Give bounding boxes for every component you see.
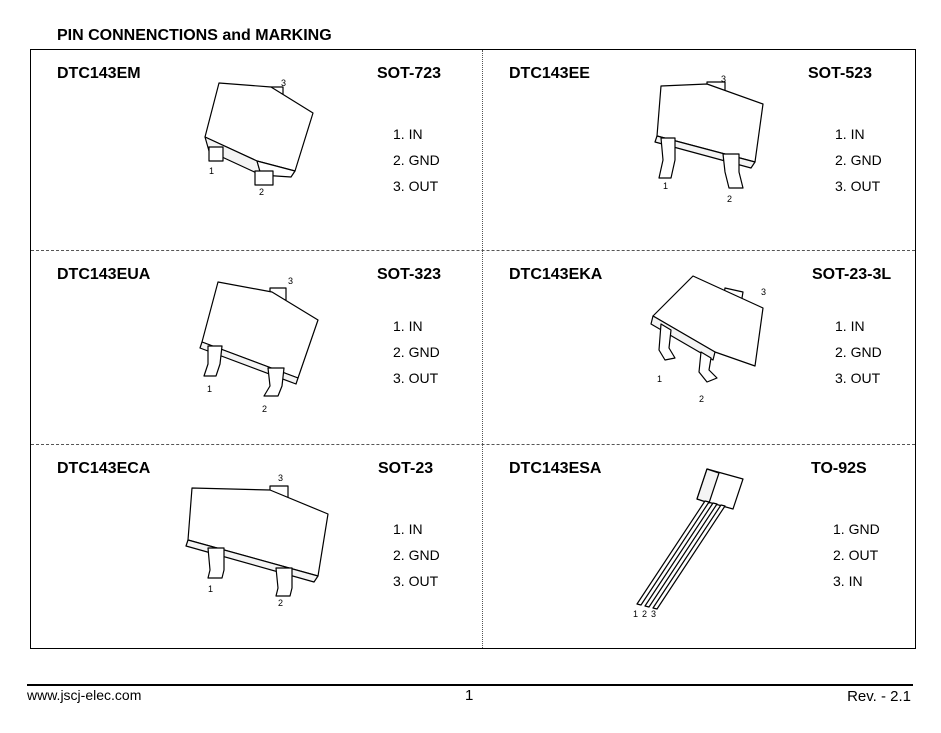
pin-connection-table (30, 49, 916, 649)
footer-rule (27, 684, 913, 686)
pin-number-1: 1 (633, 609, 639, 619)
pin-list-dtc143em (393, 121, 440, 199)
pin-number-3: 3 (278, 473, 284, 483)
pin-3-label: 3. OUT (393, 370, 439, 386)
pin-number-3: 3 (281, 78, 287, 88)
pin-list-dtc143ee (835, 121, 882, 199)
pin-number-1: 1 (657, 374, 663, 384)
row-divider-1 (31, 250, 915, 251)
pin-number-2: 2 (642, 609, 648, 619)
column-divider (482, 50, 483, 648)
pin-number-1: 1 (663, 181, 669, 191)
pin-number-2: 2 (259, 187, 265, 197)
pin-3-label: 3. OUT (835, 178, 881, 194)
pin-2-label: 2. OUT (833, 547, 879, 563)
pin-list-dtc143esa (833, 516, 880, 594)
sot-723-package-drawing (195, 75, 325, 200)
pin-2-label: 2. GND (835, 152, 882, 168)
sot-323-package-drawing (192, 272, 327, 417)
footer-revision: Rev. - 2.1 (847, 688, 911, 705)
pin-number-2: 2 (278, 598, 284, 608)
pin-1-label: 1. IN (393, 521, 423, 537)
pin-3-label: 3. OUT (393, 573, 439, 589)
row-divider-2 (31, 444, 915, 445)
pin-2-label: 2. GND (835, 344, 882, 360)
pin-number-2: 2 (262, 404, 268, 414)
pin-number-2: 2 (699, 394, 705, 404)
section-title: PIN CONNENCTIONS and MARKING (57, 27, 332, 44)
pin-number-3: 3 (761, 287, 767, 297)
sot-23-package-drawing (178, 466, 338, 611)
pin-3-label: 3. OUT (393, 178, 439, 194)
footer-website: www.jscj-elec.com (27, 687, 142, 703)
sot-23-3l-package-drawing (645, 270, 780, 408)
pin-number-1: 1 (209, 166, 215, 176)
pin-number-1: 1 (208, 584, 214, 594)
package-sot-323: SOT-323 (377, 266, 442, 283)
pin-list-dtc143eca (393, 516, 440, 594)
part-number-dtc143esa: DTC143ESA (509, 460, 602, 477)
part-number-dtc143ee: DTC143EE (509, 65, 590, 82)
pin-number-3: 3 (288, 276, 294, 286)
package-sot-23: SOT-23 (378, 460, 434, 477)
pin-1-label: 1. GND (833, 521, 880, 537)
pin-list-dtc143eua (393, 313, 440, 391)
part-number-dtc143eua: DTC143EUA (57, 266, 151, 283)
pin-list-dtc143eka (835, 313, 882, 391)
pin-1-label: 1. IN (393, 318, 423, 334)
pin-2-label: 2. GND (393, 152, 440, 168)
to-92s-package-drawing (625, 465, 755, 625)
sot-523-package-drawing (645, 72, 775, 207)
part-number-dtc143eka: DTC143EKA (509, 266, 603, 283)
footer-page-number: 1 (465, 687, 474, 704)
pin-3-label: 3. OUT (835, 370, 881, 386)
pin-3-label: 3. IN (833, 573, 863, 589)
part-number-dtc143em: DTC143EM (57, 65, 141, 82)
package-to-92s: TO-92S (811, 460, 867, 477)
pin-1-label: 1. IN (835, 318, 865, 334)
pin-2-label: 2. GND (393, 344, 440, 360)
pin-number-3: 3 (721, 74, 727, 84)
pin-1-label: 1. IN (393, 126, 423, 142)
pin-number-2: 2 (727, 194, 733, 204)
package-sot-23-3l: SOT-23-3L (812, 266, 892, 283)
pin-2-label: 2. GND (393, 547, 440, 563)
pin-1-label: 1. IN (835, 126, 865, 142)
package-sot-523: SOT-523 (808, 65, 873, 82)
pin-number-3: 3 (651, 609, 657, 619)
package-sot-723: SOT-723 (377, 65, 442, 82)
part-number-dtc143eca: DTC143ECA (57, 460, 151, 477)
pin-number-1: 1 (207, 384, 213, 394)
